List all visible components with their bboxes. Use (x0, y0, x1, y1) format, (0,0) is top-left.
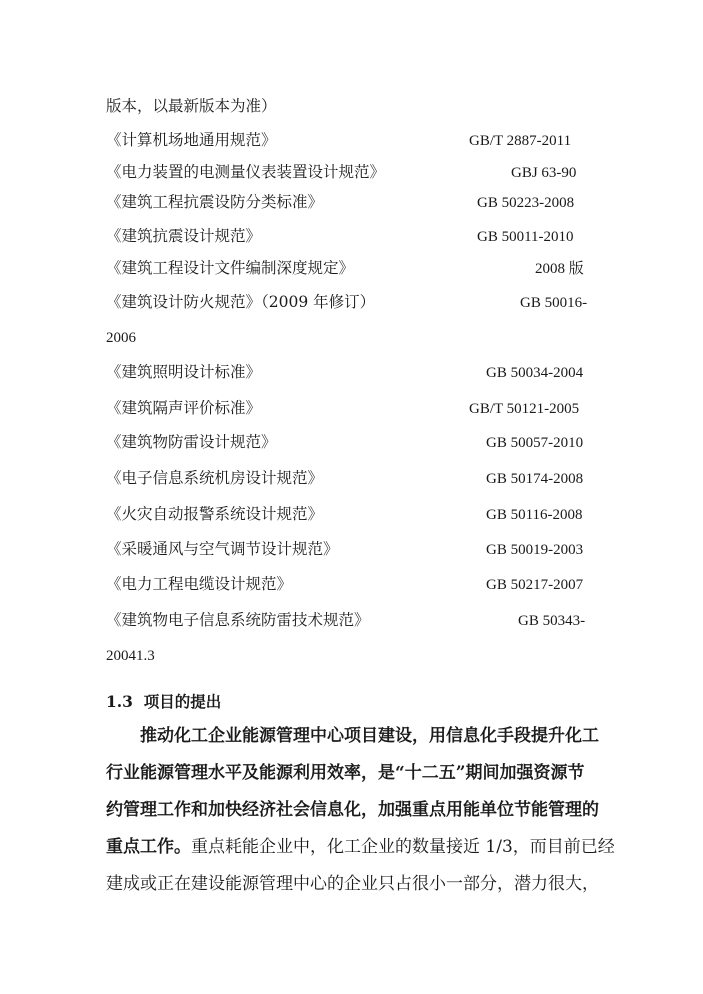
standard-title-9: 《建筑物防雷设计规范》 (106, 433, 277, 451)
section-title: 项目的提出 (143, 692, 222, 711)
standard-title-1: 《计算机场地通用规范》 (106, 131, 277, 149)
paragraph-line-1: 推动化工企业能源管理中心项目建设，用信息化手段提升化工 (140, 726, 599, 746)
standard-title-8: 《建筑隔声评价标准》 (106, 399, 262, 417)
standard-code-10: GB 50174-2008 (486, 471, 584, 487)
paragraph-line-4 (106, 829, 615, 866)
intro-line: 版本，以最新版本为准） (106, 97, 277, 115)
standard-code-6-continuation: 2006 (106, 330, 136, 346)
standard-code-4: GB 50011-2010 (477, 229, 574, 245)
body-paragraph (106, 718, 615, 903)
paragraph-line-5: 建成或正在建设能源管理中心的企业只占很小一部分，潜力很大， (106, 874, 599, 894)
standard-title-10: 《电子信息系统机房设计规范》 (106, 469, 324, 487)
paragraph-line-3: 约管理工作和加快经济社会信息化，加强重点用能单位节能管理的 (106, 800, 599, 820)
standard-title-3: 《建筑工程抗震设防分类标准》 (106, 193, 324, 211)
standard-title-7: 《建筑照明设计标准》 (106, 363, 262, 381)
standard-code-14: GB 50343- (518, 613, 586, 629)
standard-title-6: 《建筑设计防火规范》（2009 年修订） (106, 293, 376, 311)
standard-code-1: GB/T 2887-2011 (469, 133, 572, 149)
standard-title-5: 《建筑工程设计文件编制深度规定》 (106, 259, 355, 277)
standard-code-6: GB 50016- (520, 295, 588, 311)
standard-code-11: GB 50116-2008 (486, 507, 583, 523)
standard-code-5: 2008 版 (535, 261, 584, 277)
standard-code-3: GB 50223-2008 (477, 195, 575, 211)
section-heading (106, 692, 221, 712)
standard-title-12: 《采暖通风与空气调节设计规范》 (106, 540, 339, 558)
standard-code-9: GB 50057-2010 (486, 435, 584, 451)
standard-code-8: GB/T 50121-2005 (469, 401, 580, 417)
standard-title-11: 《火灾自动报警系统设计规范》 (106, 505, 324, 523)
standard-title-2: 《电力装置的电测量仪表装置设计规范》 (106, 163, 386, 181)
standard-title-13: 《电力工程电缆设计规范》 (106, 575, 293, 593)
standard-code-7: GB 50034-2004 (486, 365, 584, 381)
paragraph-line-2: 行业能源管理水平及能源利用效率，是“十二五”期间加强资源节 (106, 763, 585, 783)
section-number: 1.3 (106, 692, 133, 711)
paragraph-normal-fragment: 重点耗能企业中，化工企业的数量接近 1/3，而目前已经 (191, 837, 615, 857)
standard-code-12: GB 50019-2003 (486, 542, 584, 558)
standard-title-14: 《建筑物电子信息系统防雷技术规范》 (106, 611, 370, 629)
standard-code-13: GB 50217-2007 (486, 577, 584, 593)
paragraph-bold-fragment: 重点工作。 (106, 837, 191, 857)
standard-title-4: 《建筑抗震设计规范》 (106, 227, 262, 245)
standard-code-14-continuation: 20041.3 (106, 648, 155, 664)
standard-code-2: GBJ 63-90 (511, 165, 577, 181)
